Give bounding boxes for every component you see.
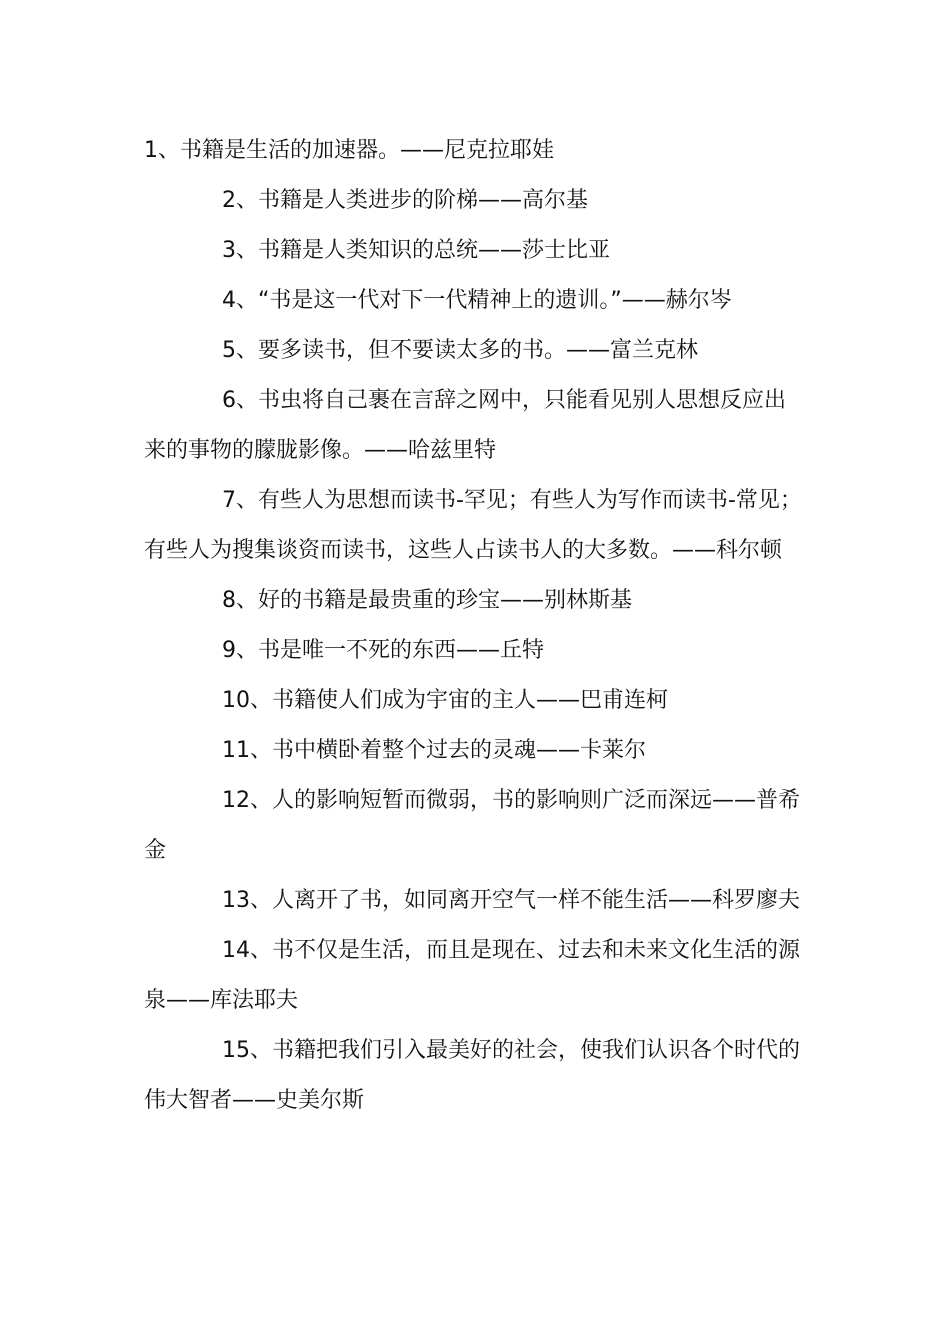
quote-paragraph-4: 4、“书是这一代对下一代精神上的遗训。”——赫尔岑: [222, 288, 732, 313]
quote-paragraph-6: 6、书虫将自己裹在言辞之网中，只能看见别人思想反应出来的事物的朦胧影像。——哈兹里特: [144, 388, 786, 463]
quote-list: [144, 126, 806, 1126]
quote-paragraph-14: 14、书不仅是生活，而且是现在、过去和未来文化生活的源泉——库法耶夫: [144, 938, 800, 1013]
quote-paragraph-8: 8、好的书籍是最贵重的珍宝——别林斯基: [222, 588, 632, 613]
quote-paragraph-11: 11、书中横卧着整个过去的灵魂——卡莱尔: [222, 738, 646, 763]
quote-paragraph-5: 5、要多读书，但不要读太多的书。——富兰克林: [222, 338, 698, 363]
quote-paragraph-2: 2、书籍是人类进步的阶梯——高尔基: [222, 188, 588, 213]
quote-paragraph-7: 7、有些人为思想而读书-罕见；有些人为写作而读书-常见；有些人为搜集谈资而读书，这些人占读书人的大多数。——科尔顿: [144, 488, 802, 563]
quote-paragraph-9: 9、书是唯一不死的东西——丘特: [222, 638, 544, 663]
quote-paragraph-15: 15、书籍把我们引入最美好的社会，使我们认识各个时代的伟大智者——史美尔斯: [144, 1038, 800, 1113]
quote-paragraph-10: 10、书籍使人们成为宇宙的主人——巴甫连柯: [222, 688, 668, 713]
quote-paragraph-13: 13、人离开了书，如同离开空气一样不能生活——科罗廖夫: [222, 888, 800, 913]
quote-paragraph-12: 12、人的影响短暂而微弱，书的影响则广泛而深远——普希金: [144, 788, 800, 863]
quote-paragraph-3: 3、书籍是人类知识的总统——莎士比亚: [222, 238, 610, 263]
quote-paragraph-1: 1、书籍是生活的加速器。——尼克拉耶娃: [144, 138, 554, 163]
